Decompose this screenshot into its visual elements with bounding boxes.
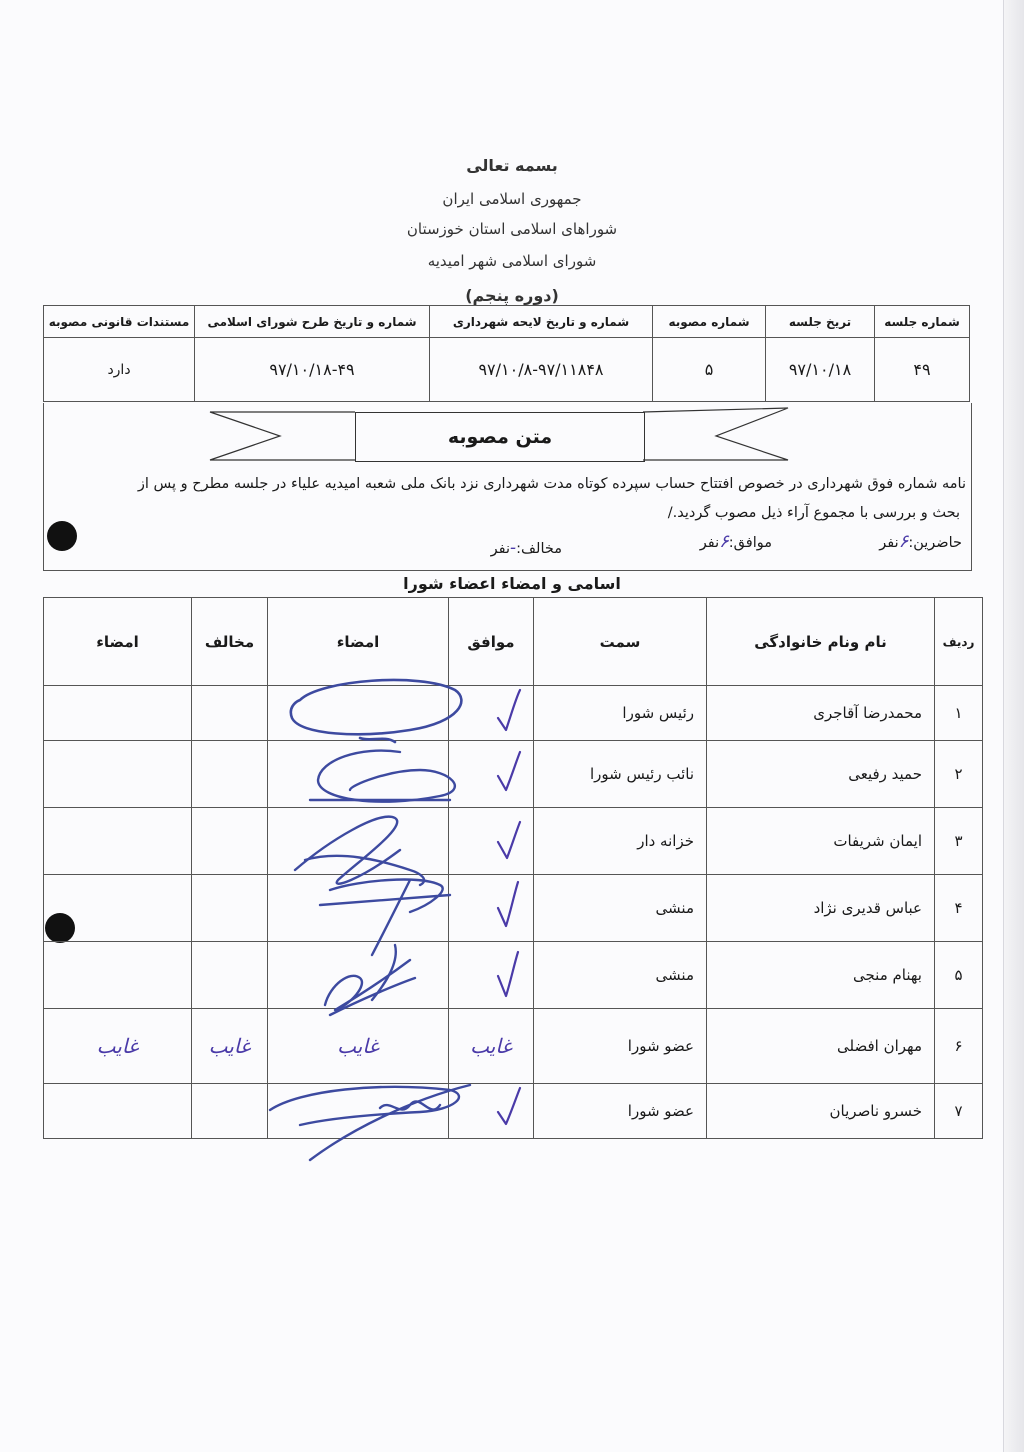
meta-plan-number: ۹۷/۱۰/۱۸-۴۹ [195, 338, 430, 402]
member-signature-2 [44, 1084, 192, 1139]
province-council: شوراهای اسلامی استان خوزستان [406, 220, 618, 238]
resolution-text-line1: نامه شماره فوق شهرداری در خصوص افتتاح حساب سپرده کوتاه مدت شهرداری نزد بانک ملی شعبه امیدیه علیاء در جلسه مطرح و پس از [137, 476, 966, 492]
oppose-label: مخالف: [516, 541, 562, 557]
member-signature: غایب [268, 1009, 449, 1084]
members-header: ردیف [935, 598, 983, 686]
member-name: بهنام منجی [707, 942, 935, 1009]
member-number: ۱ [935, 686, 983, 741]
members-title: اسامی و امضاء اعضاء شورا [403, 574, 621, 593]
member-agree [449, 808, 534, 875]
vote-summary [362, 531, 962, 558]
member-name: ایمان شریفات [707, 808, 935, 875]
member-signature-2 [44, 875, 192, 942]
oppose-unit: نفر [490, 541, 511, 557]
member-number: ۷ [935, 1084, 983, 1139]
resolution-title: متن مصوبه [355, 412, 645, 462]
member-signature [268, 875, 449, 942]
present-count [879, 531, 962, 552]
member-signature [268, 686, 449, 741]
city-council: شورای اسلامی شهر امیدیه [427, 252, 597, 270]
bismillah: بسمه تعالی [466, 156, 558, 175]
table-row [44, 808, 983, 875]
meta-header: شماره مصوبه [653, 306, 766, 338]
meta-header: تریخ جلسه [766, 306, 875, 338]
members-header: امضاء [268, 598, 449, 686]
member-name: حمید رفیعی [707, 741, 935, 808]
member-oppose [192, 741, 268, 808]
meta-table [43, 305, 970, 402]
member-signature-2: غایب [44, 1009, 192, 1084]
member-role: عضو شورا [534, 1084, 707, 1139]
meta-header: شماره و تاریخ لایحه شهرداری [430, 306, 653, 338]
meta-bill-number: ۹۷/۱۰/۸-۹۷/۱۱۸۴۸ [430, 338, 653, 402]
member-number: ۲ [935, 741, 983, 808]
oppose-count [491, 537, 562, 558]
agree-label: موافق: [728, 535, 772, 551]
resolution-text-line2: بحث و بررسی با مجموع آراء ذیل مصوب گردید./ [667, 505, 960, 521]
meta-legal-docs: دارد [44, 338, 195, 402]
member-signature [268, 942, 449, 1009]
agree-unit: نفر [699, 535, 720, 551]
members-header: سمت [534, 598, 707, 686]
member-oppose [192, 686, 268, 741]
member-number: ۵ [935, 942, 983, 1009]
member-signature-2 [44, 741, 192, 808]
meta-header: مستندات قانونی مصوبه [44, 306, 195, 338]
member-oppose [192, 1084, 268, 1139]
table-row [44, 875, 983, 942]
members-table [43, 597, 983, 1139]
member-name: محمدرضا آقاجری [707, 686, 935, 741]
member-agree [449, 1084, 534, 1139]
meta-resolution-number: ۵ [653, 338, 766, 402]
members-header: مخالف [192, 598, 268, 686]
present-value: ۶ [898, 531, 909, 552]
member-agree: غایب [449, 1009, 534, 1084]
member-signature-2 [44, 808, 192, 875]
table-row [44, 741, 983, 808]
member-signature [268, 808, 449, 875]
meta-session-date: ۹۷/۱۰/۱۸ [766, 338, 875, 402]
member-name: عباس قدیری نژاد [707, 875, 935, 942]
agree-count [700, 531, 772, 552]
member-role: عضو شورا [534, 1009, 707, 1084]
meta-header: شماره و تاریخ طرح شورای اسلامی [195, 306, 430, 338]
members-header: نام ونام خانوادگی [707, 598, 935, 686]
member-signature [268, 741, 449, 808]
table-row [44, 1084, 983, 1139]
member-role: نائب رئیس شورا [534, 741, 707, 808]
member-number: ۴ [935, 875, 983, 942]
table-row [44, 942, 983, 1009]
member-signature-2 [44, 686, 192, 741]
member-role: منشی [534, 942, 707, 1009]
member-oppose [192, 875, 268, 942]
member-oppose [192, 942, 268, 1009]
member-agree [449, 686, 534, 741]
oppose-value: - [510, 537, 517, 558]
council-term: (دوره پنجم) [465, 286, 559, 305]
present-label: حاضرین: [908, 535, 962, 551]
meta-header: شماره جلسه [875, 306, 970, 338]
members-header: موافق [449, 598, 534, 686]
members-body [44, 686, 983, 1139]
member-role: منشی [534, 875, 707, 942]
agree-value: ۶ [719, 531, 729, 552]
member-signature-2 [44, 942, 192, 1009]
present-unit: نفر [879, 535, 899, 551]
member-oppose: غایب [192, 1009, 268, 1084]
member-role: خزانه دار [534, 808, 707, 875]
page-edge [1003, 0, 1024, 1452]
member-oppose [192, 808, 268, 875]
member-name: مهران افضلی [707, 1009, 935, 1084]
table-row [44, 686, 983, 741]
member-role: رئیس شورا [534, 686, 707, 741]
members-header: امضاء [44, 598, 192, 686]
member-number: ۶ [935, 1009, 983, 1084]
member-signature [268, 1084, 449, 1139]
meta-session-number: ۴۹ [875, 338, 970, 402]
member-agree [449, 942, 534, 1009]
table-row [44, 1009, 983, 1084]
country-name: جمهوری اسلامی ایران [442, 190, 582, 208]
member-number: ۳ [935, 808, 983, 875]
member-name: خسرو ناصریان [707, 1084, 935, 1139]
member-agree [449, 875, 534, 942]
member-agree [449, 741, 534, 808]
